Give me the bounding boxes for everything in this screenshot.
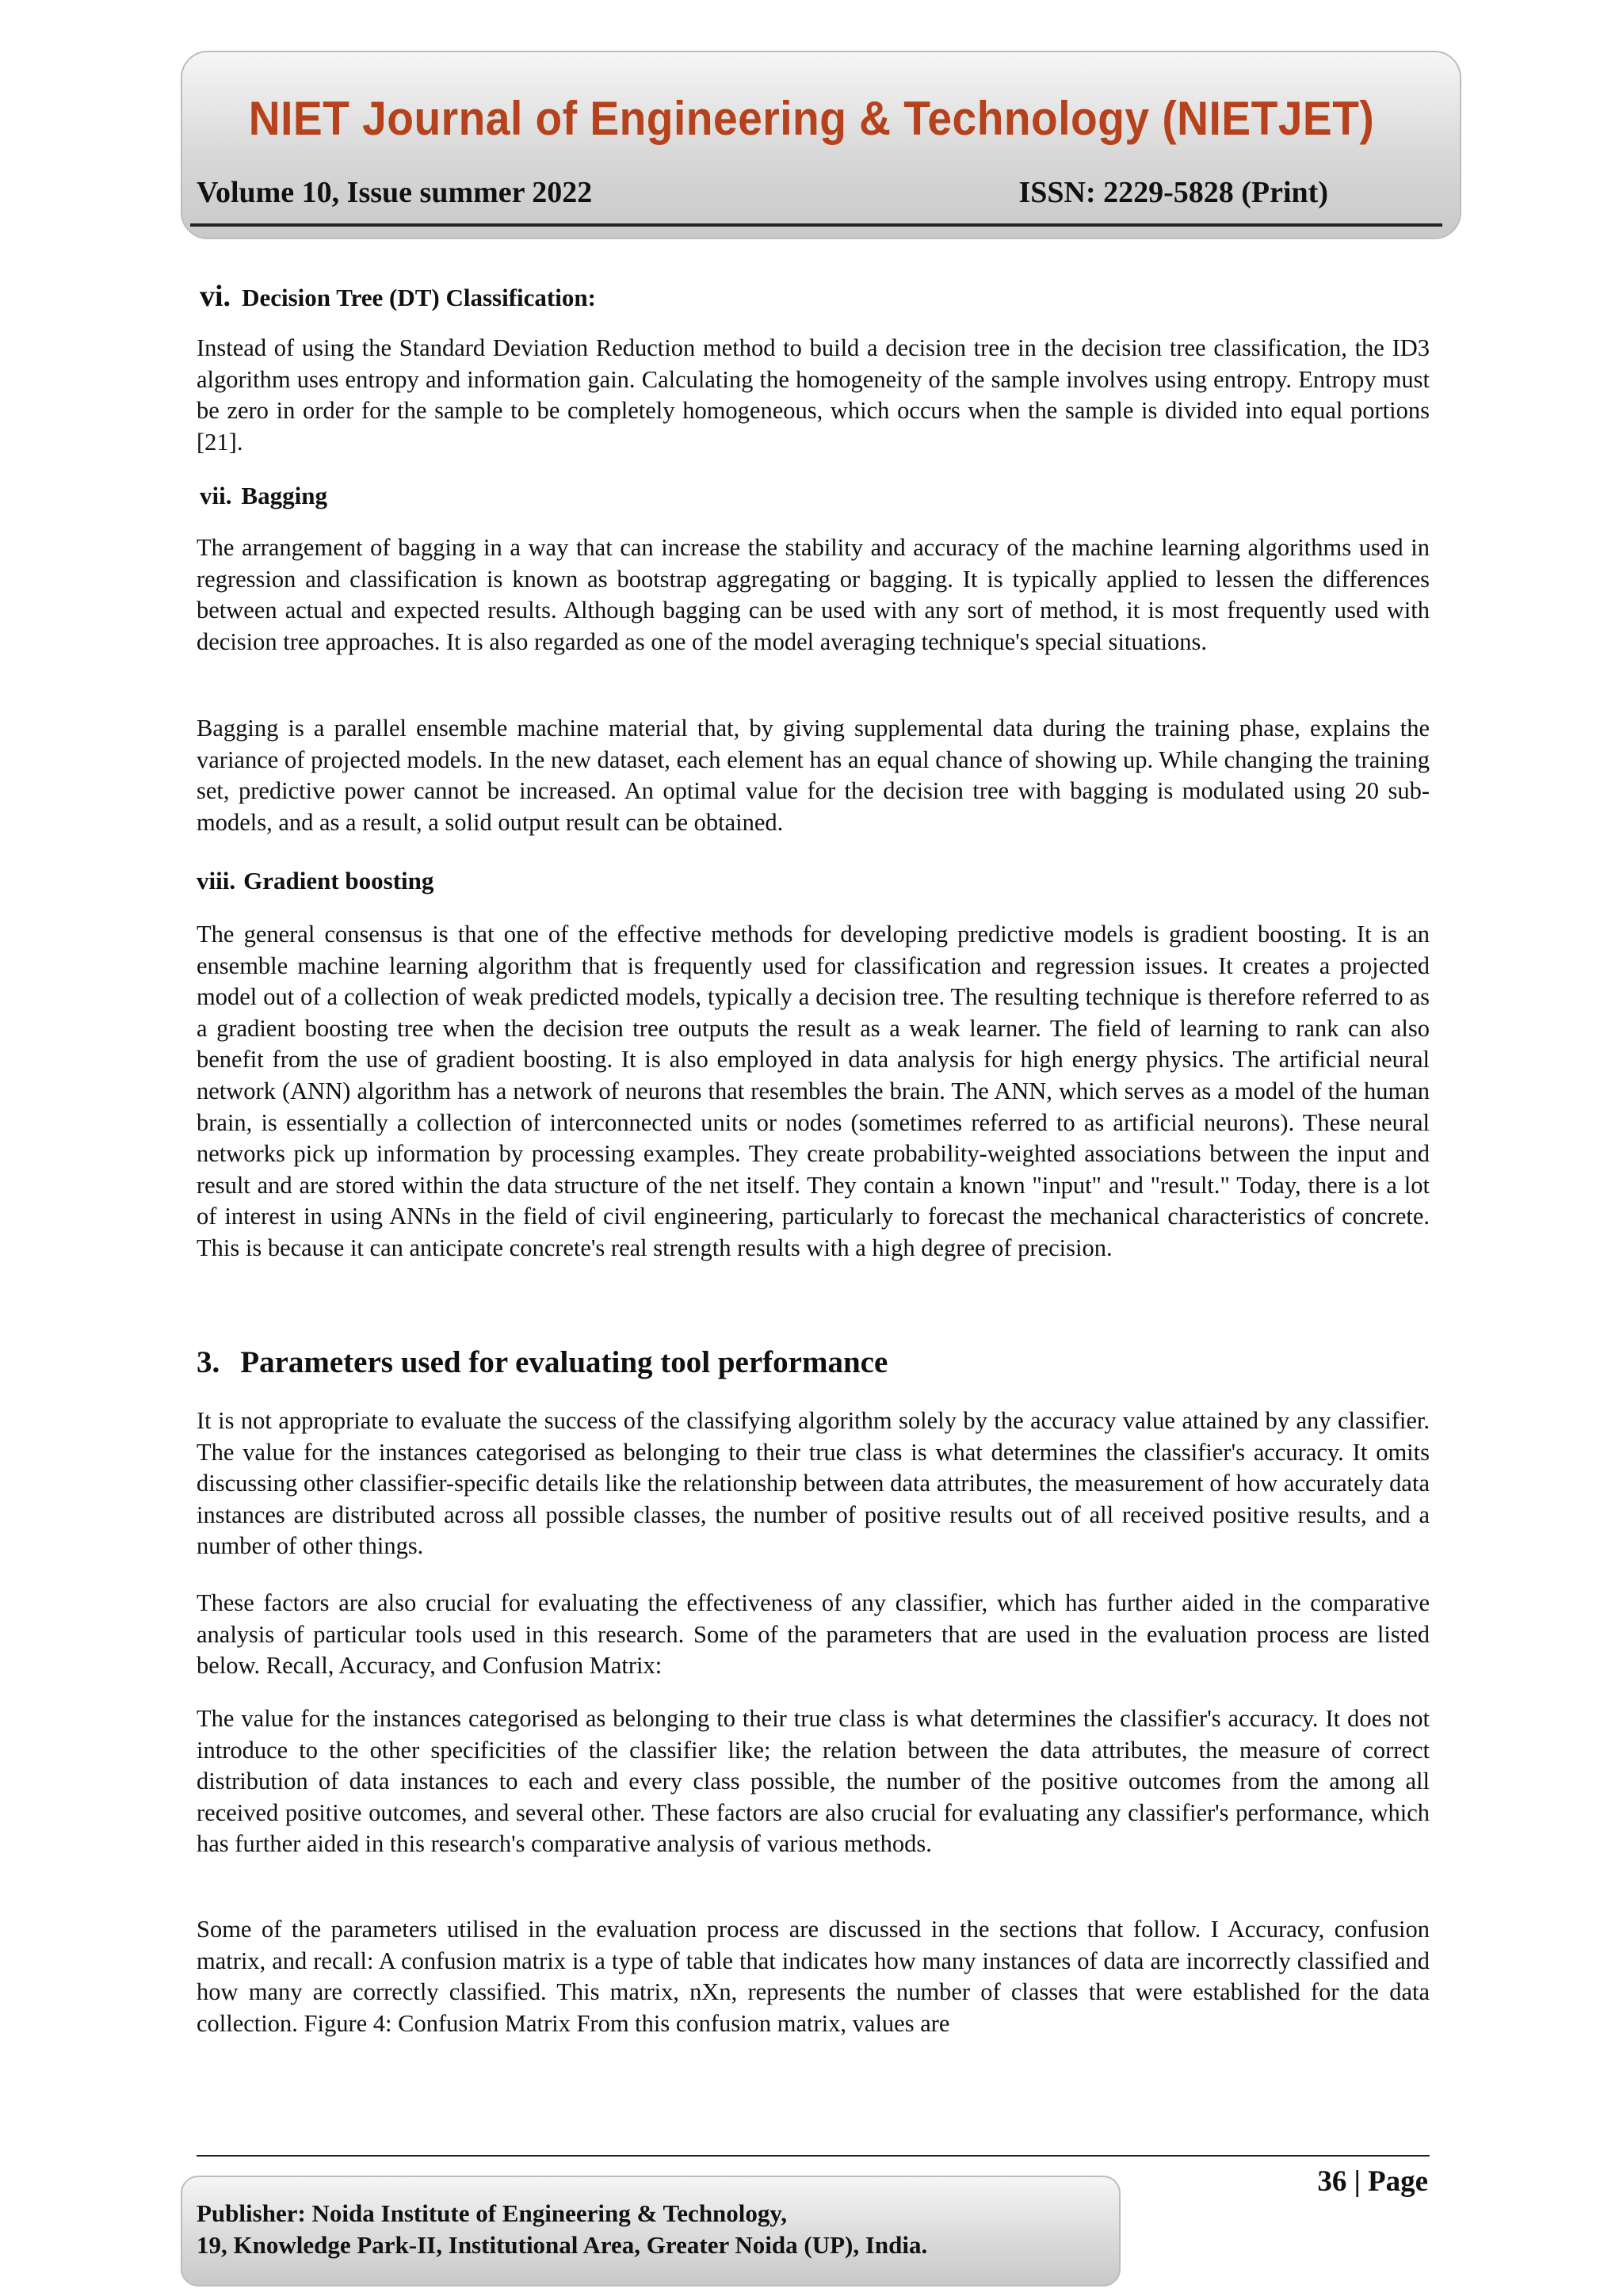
footer-divider — [197, 2155, 1430, 2157]
page-number: 36 | Page — [1317, 2165, 1428, 2198]
journal-title: NIET Journal of Engineering & Technology (NIETJET) — [248, 92, 1375, 145]
journal-header-banner — [181, 51, 1461, 239]
paragraph: Some of the parameters utilised in the evaluation process are discussed in the sections that follow. I Accuracy, confusion matrix, and recall: A confusion matrix is a type of table that indicates how many instances of data are incorrectly classified and how many are correctly classified. This matrix, nXn, represents the number of classes that were established for the data collection. Figure 4: Confusion Matrix From this confusion matrix, values are — [197, 1916, 1430, 2037]
paragraph: The general consensus is that one of the effective methods for developing predictive models is gradient boosting. It is an ensemble machine learning algorithm that is frequently used for classification and regression issues. It creates a projected model out of a collection of weak predicted models, typically a decision tree. The resulting technique is therefore referred to as a gradient boosting tree when the decision tree outputs the result as a weak learner. The field of learning to rank can also benefit from the use of gradient boosting. It is also employed in data analysis for high energy physics. The artificial neural network (ANN) algorithm has a network of neurons that resembles the brain. The ANN, which serves as a model of the human brain, is essentially a collection of interconnected units or nodes (sometimes referred to as artificial neurons). These neural networks pick up information by processing examples. They create probability-weighted associations between the input and result and are stored within the data structure of the net itself. They contain a known "input" and "result." Today, there is a lot of interest in using ANNs in the field of civil engineering, particularly to forecast the mechanical characteristics of concrete. This is because it can anticipate concrete's real strength results with a high degree of precision. — [197, 921, 1430, 1261]
section-heading-parameters — [197, 1344, 888, 1382]
paragraph: Bagging is a parallel ensemble machine material that, by giving supplemental data during the training phase, explains the variance of projected models. In the new dataset, each element has an equal chance of showing up. While changing the training set, predictive power cannot be increased. An optimal value for the decision tree with bagging is modulated using 20 sub-models, and as a result, a solid output result can be obtained. — [197, 715, 1430, 836]
header-divider — [190, 223, 1442, 227]
subsection-number: vii. — [200, 482, 232, 509]
subsection-heading-decision-tree — [200, 280, 596, 314]
subsection-title: Gradient boosting — [243, 867, 434, 894]
section-number: 3. — [197, 1345, 220, 1379]
subsection-title: Decision Tree (DT) Classification: — [242, 284, 596, 311]
volume-issue: Volume 10, Issue summer 2022 — [197, 176, 593, 209]
subsection-number: viii. — [197, 867, 236, 894]
subsection-heading-gradient-boosting — [197, 865, 433, 897]
issn: ISSN: 2229-5828 (Print) — [1018, 176, 1328, 209]
section-title: Parameters used for evaluating tool performance — [240, 1345, 888, 1379]
subsection-heading-bagging — [200, 480, 327, 512]
subsection-title: Bagging — [241, 482, 328, 509]
publisher-address: 19, Knowledge Park-II, Institutional Area, Greater Noida (UP), India. — [197, 2231, 928, 2259]
paragraph: These factors are also crucial for evaluating the effectiveness of any classifier, which has further aided in the comparative analysis of particular tools used in this research. Some of the parameters that are used in the evaluation process are listed below. Recall, Accuracy, and Confusion Matrix: — [197, 1589, 1430, 1680]
paragraph: Instead of using the Standard Deviation Reduction method to build a decision tree in the decision tree classification, the ID3 algorithm uses entropy and information gain. Calculating the homogeneity of the sample involves using entropy. Entropy must be zero in order for the sample to be completely homogeneous, which occurs when the sample is divided into equal portions [21]. — [197, 334, 1430, 456]
subsection-number: vi. — [200, 280, 231, 313]
publisher-name: Publisher: Noida Institute of Engineering & Technology, — [197, 2199, 787, 2227]
paragraph: The arrangement of bagging in a way that can increase the stability and accuracy of the machine learning algorithms used in regression and classification is known as bootstrap aggregating or bagging. It is typically applied to lessen the differences between actual and expected results. Although bagging can be used with any sort of method, it is most frequently used with decision tree approaches. It is also regarded as one of the model averaging technique's special situations. — [197, 534, 1430, 655]
paragraph: It is not appropriate to evaluate the success of the classifying algorithm solely by the accuracy value attained by any classifier. The value for the instances categorised as belonging to their true class is what determines the classifier's accuracy. It omits discussing other classifier-specific details like the relationship between data attributes, the measurement of how accurately data instances are distributed across all possible classes, the number of positive results out of all received positive results, and a number of other things. — [197, 1407, 1430, 1560]
paragraph: The value for the instances categorised as belonging to their true class is what determines the classifier's accuracy. It does not introduce to the other specificities of the classifier like; the relation between the data attributes, the measure of correct distribution of data instances to each and every class possible, the number of the positive outcomes from the among all received positive outcomes, and several other. These factors are also crucial for evaluating any classifier's performance, which has further aided in this research's comparative analysis of various methods. — [197, 1705, 1430, 1858]
